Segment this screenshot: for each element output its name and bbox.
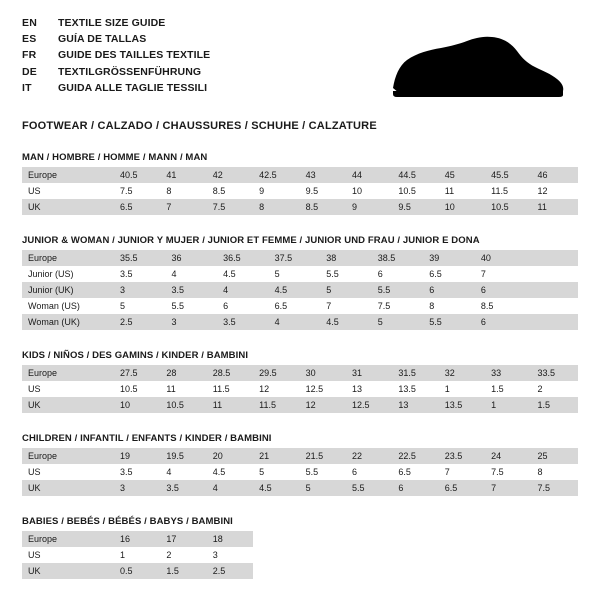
cell: 6 xyxy=(423,282,475,298)
row-label: Europe xyxy=(22,250,114,266)
cell: 4.5 xyxy=(217,266,269,282)
cell: 5.5 xyxy=(423,314,475,330)
cell-empty xyxy=(392,531,438,547)
cell xyxy=(526,298,578,314)
cell: 10 xyxy=(114,397,160,413)
cell: 1 xyxy=(485,397,531,413)
cell-empty xyxy=(439,547,485,563)
cell: 7.5 xyxy=(372,298,424,314)
row-label: US xyxy=(22,381,114,397)
row-label: Europe xyxy=(22,448,114,464)
cell: 7 xyxy=(475,266,527,282)
table-row xyxy=(22,250,578,266)
cell: 27.5 xyxy=(114,365,160,381)
table-row xyxy=(22,397,578,413)
cell: 4.5 xyxy=(207,464,253,480)
cell: 8 xyxy=(532,464,578,480)
cell: 4 xyxy=(207,480,253,496)
cell: 37.5 xyxy=(269,250,321,266)
size-block-kids xyxy=(22,350,578,413)
cell: 2 xyxy=(532,381,578,397)
cell: 10.5 xyxy=(114,381,160,397)
table-row xyxy=(22,480,578,496)
cell: 6 xyxy=(475,282,527,298)
table-row xyxy=(22,547,578,563)
block-title: KIDS / NIÑOS / DES GAMINS / KINDER / BAMBINI xyxy=(22,350,249,361)
cell: 9 xyxy=(346,199,392,215)
cell: 25 xyxy=(532,448,578,464)
cell: 5.5 xyxy=(372,282,424,298)
cell: 44 xyxy=(346,167,392,183)
cell: 7 xyxy=(485,480,531,496)
cell: 12 xyxy=(300,397,346,413)
cell: 3.5 xyxy=(114,464,160,480)
cell: 6.5 xyxy=(392,464,438,480)
cell: 38.5 xyxy=(372,250,424,266)
cell: 3 xyxy=(207,547,253,563)
cell: 29.5 xyxy=(253,365,299,381)
cell: 42 xyxy=(207,167,253,183)
row-label: Woman (UK) xyxy=(22,314,114,330)
cell: 28 xyxy=(160,365,206,381)
cell: 4 xyxy=(217,282,269,298)
cell: 1 xyxy=(114,547,160,563)
language-title: GUÍA DE TALLAS xyxy=(58,33,147,46)
table-row xyxy=(22,298,578,314)
cell: 17 xyxy=(160,531,206,547)
cell xyxy=(526,266,578,282)
row-label: US xyxy=(22,183,114,199)
cell: 43 xyxy=(300,167,346,183)
table-row xyxy=(22,464,578,480)
cell: 4.5 xyxy=(253,480,299,496)
cell: 40 xyxy=(475,250,527,266)
cell: 35.5 xyxy=(114,250,166,266)
cell: 6.5 xyxy=(439,480,485,496)
table-row xyxy=(22,282,578,298)
cell: 7.5 xyxy=(532,480,578,496)
row-label: Junior (UK) xyxy=(22,282,114,298)
row-label: Europe xyxy=(22,365,114,381)
language-row xyxy=(22,16,210,32)
cell: 36 xyxy=(166,250,218,266)
cell: 4 xyxy=(166,266,218,282)
cell: 41 xyxy=(160,167,206,183)
cell: 1.5 xyxy=(485,381,531,397)
cell: 7.5 xyxy=(114,183,160,199)
cell: 12.5 xyxy=(300,381,346,397)
table-row xyxy=(22,266,578,282)
cell: 10.5 xyxy=(392,183,438,199)
cell: 4.5 xyxy=(269,282,321,298)
cell: 13.5 xyxy=(439,397,485,413)
cell: 2.5 xyxy=(207,563,253,579)
cell-empty xyxy=(300,563,346,579)
size-block-babies xyxy=(22,516,578,579)
language-row xyxy=(22,32,210,48)
cell: 3.5 xyxy=(160,480,206,496)
row-label: UK xyxy=(22,199,114,215)
size-block-junior-woman xyxy=(22,235,578,330)
cell: 13 xyxy=(392,397,438,413)
cell-empty xyxy=(253,531,299,547)
cell: 9.5 xyxy=(300,183,346,199)
cell-empty xyxy=(532,531,578,547)
row-label: US xyxy=(22,547,114,563)
cell: 38 xyxy=(320,250,372,266)
cell-empty xyxy=(532,547,578,563)
cell: 28.5 xyxy=(207,365,253,381)
cell: 9.5 xyxy=(392,199,438,215)
size-table xyxy=(22,250,578,330)
size-block-man xyxy=(22,152,578,215)
cell: 7.5 xyxy=(207,199,253,215)
row-label: Europe xyxy=(22,531,114,547)
table-row xyxy=(22,563,578,579)
language-code: DE xyxy=(22,65,37,78)
cell: 3 xyxy=(114,480,160,496)
cell: 5 xyxy=(114,298,166,314)
size-table xyxy=(22,167,578,215)
cell: 21.5 xyxy=(300,448,346,464)
cell-empty xyxy=(392,563,438,579)
cell: 13.5 xyxy=(392,381,438,397)
cell: 3.5 xyxy=(114,266,166,282)
language-title: TEXTILE SIZE GUIDE xyxy=(58,17,166,29)
cell-empty xyxy=(300,531,346,547)
cell: 10 xyxy=(346,183,392,199)
language-title: TEXTILGRÖSSENFÜHRUNG xyxy=(58,65,202,78)
cell: 11.5 xyxy=(207,381,253,397)
cell xyxy=(526,282,578,298)
cell: 8.5 xyxy=(207,183,253,199)
table-row xyxy=(22,531,578,547)
cell: 20 xyxy=(207,448,253,464)
table-row xyxy=(22,448,578,464)
cell-empty xyxy=(346,531,392,547)
cell: 5 xyxy=(372,314,424,330)
cell: 6 xyxy=(372,266,424,282)
cell: 4 xyxy=(160,464,206,480)
table-row xyxy=(22,199,578,215)
language-row xyxy=(22,81,210,97)
cell-empty xyxy=(485,563,531,579)
page-title: FOOTWEAR / CALZADO / CHAUSSURES / SCHUHE / CALZATURE xyxy=(22,120,377,132)
language-title: GUIDA ALLE TAGLIE TESSILI xyxy=(58,81,208,94)
table-row xyxy=(22,314,578,330)
cell: 12 xyxy=(253,381,299,397)
cell: 8 xyxy=(423,298,475,314)
page-header xyxy=(22,16,578,106)
cell: 11.5 xyxy=(485,183,531,199)
block-title: MAN / HOMBRE / HOMME / MANN / MAN xyxy=(22,152,208,163)
block-title: JUNIOR & WOMAN / JUNIOR Y MUJER / JUNIOR ET FEMME / JUNIOR UND FRAU / JUNIOR E DONA xyxy=(22,235,480,246)
cell-empty xyxy=(300,547,346,563)
cell: 6.5 xyxy=(114,199,160,215)
cell: 6 xyxy=(392,480,438,496)
language-title: GUIDE DES TAILLES TEXTILE xyxy=(58,49,211,62)
cell: 5 xyxy=(253,464,299,480)
row-label: UK xyxy=(22,563,114,579)
row-label: UK xyxy=(22,397,114,413)
cell: 11 xyxy=(532,199,578,215)
cell: 7 xyxy=(160,199,206,215)
block-title: CHILDREN / INFANTIL / ENFANTS / KINDER / BAMBINI xyxy=(22,433,272,444)
block-title: BABIES / BEBÉS / BÉBÉS / BABYS / BAMBINI xyxy=(22,516,233,527)
cell: 6 xyxy=(217,298,269,314)
row-label: UK xyxy=(22,480,114,496)
cell: 11.5 xyxy=(253,397,299,413)
cell: 6.5 xyxy=(269,298,321,314)
cell-empty xyxy=(439,563,485,579)
language-row xyxy=(22,48,210,64)
table-row xyxy=(22,183,578,199)
cell: 32 xyxy=(439,365,485,381)
cell-empty xyxy=(532,563,578,579)
cell: 30 xyxy=(300,365,346,381)
cell: 45 xyxy=(439,167,485,183)
cell: 11 xyxy=(207,397,253,413)
cell: 10.5 xyxy=(485,199,531,215)
cell: 6.5 xyxy=(423,266,475,282)
cell-empty xyxy=(485,547,531,563)
cell: 22 xyxy=(346,448,392,464)
cell: 33.5 xyxy=(532,365,578,381)
cell: 7.5 xyxy=(485,464,531,480)
cell: 5.5 xyxy=(320,266,372,282)
cell: 8 xyxy=(160,183,206,199)
language-row xyxy=(22,65,210,81)
language-code: IT xyxy=(22,81,32,94)
cell-empty xyxy=(346,547,392,563)
cell: 45.5 xyxy=(485,167,531,183)
cell: 36.5 xyxy=(217,250,269,266)
cell: 33 xyxy=(485,365,531,381)
size-block-children xyxy=(22,433,578,496)
cell: 5 xyxy=(300,480,346,496)
cell: 1.5 xyxy=(160,563,206,579)
cell-empty xyxy=(439,531,485,547)
cell-empty xyxy=(485,531,531,547)
cell: 0.5 xyxy=(114,563,160,579)
cell: 3.5 xyxy=(217,314,269,330)
cell: 11 xyxy=(439,183,485,199)
cell-empty xyxy=(253,563,299,579)
cell: 19 xyxy=(114,448,160,464)
size-table xyxy=(22,365,578,413)
cell: 6 xyxy=(475,314,527,330)
language-code: ES xyxy=(22,33,37,46)
cell: 5.5 xyxy=(166,298,218,314)
cell: 1.5 xyxy=(532,397,578,413)
cell: 10 xyxy=(439,199,485,215)
language-title-list xyxy=(22,16,210,97)
cell: 3 xyxy=(166,314,218,330)
row-label: Europe xyxy=(22,167,114,183)
cell: 21 xyxy=(253,448,299,464)
table-row xyxy=(22,167,578,183)
cell: 9 xyxy=(253,183,299,199)
cell: 40.5 xyxy=(114,167,160,183)
size-table xyxy=(22,531,578,579)
cell: 12.5 xyxy=(346,397,392,413)
cell: 46 xyxy=(532,167,578,183)
cell: 5 xyxy=(320,282,372,298)
language-code: FR xyxy=(22,49,37,62)
row-label: Junior (US) xyxy=(22,266,114,282)
cell-empty xyxy=(253,547,299,563)
cell: 44.5 xyxy=(392,167,438,183)
cell xyxy=(526,314,578,330)
cell: 31.5 xyxy=(392,365,438,381)
cell-empty xyxy=(392,547,438,563)
cell: 23.5 xyxy=(439,448,485,464)
cell: 5 xyxy=(269,266,321,282)
cell: 5.5 xyxy=(300,464,346,480)
cell: 24 xyxy=(485,448,531,464)
table-row xyxy=(22,381,578,397)
cell: 10.5 xyxy=(160,397,206,413)
cell: 12 xyxy=(532,183,578,199)
cell: 3 xyxy=(114,282,166,298)
cell: 1 xyxy=(439,381,485,397)
dress-shoe-icon xyxy=(382,28,572,106)
cell: 4.5 xyxy=(320,314,372,330)
cell: 4 xyxy=(269,314,321,330)
cell: 39 xyxy=(423,250,475,266)
cell: 2.5 xyxy=(114,314,166,330)
cell: 8 xyxy=(253,199,299,215)
language-code: EN xyxy=(22,17,37,29)
row-label: Woman (US) xyxy=(22,298,114,314)
cell-empty xyxy=(346,563,392,579)
cell: 42.5 xyxy=(253,167,299,183)
cell: 22.5 xyxy=(392,448,438,464)
cell: 5.5 xyxy=(346,480,392,496)
cell: 7 xyxy=(439,464,485,480)
row-label: US xyxy=(22,464,114,480)
cell: 8.5 xyxy=(475,298,527,314)
cell: 18 xyxy=(207,531,253,547)
cell: 31 xyxy=(346,365,392,381)
cell: 13 xyxy=(346,381,392,397)
cell: 8.5 xyxy=(300,199,346,215)
table-row xyxy=(22,365,578,381)
cell: 6 xyxy=(346,464,392,480)
cell: 3.5 xyxy=(166,282,218,298)
cell: 16 xyxy=(114,531,160,547)
cell: 2 xyxy=(160,547,206,563)
cell: 19.5 xyxy=(160,448,206,464)
cell: 11 xyxy=(160,381,206,397)
cell: 7 xyxy=(320,298,372,314)
size-table xyxy=(22,448,578,496)
cell xyxy=(526,250,578,266)
